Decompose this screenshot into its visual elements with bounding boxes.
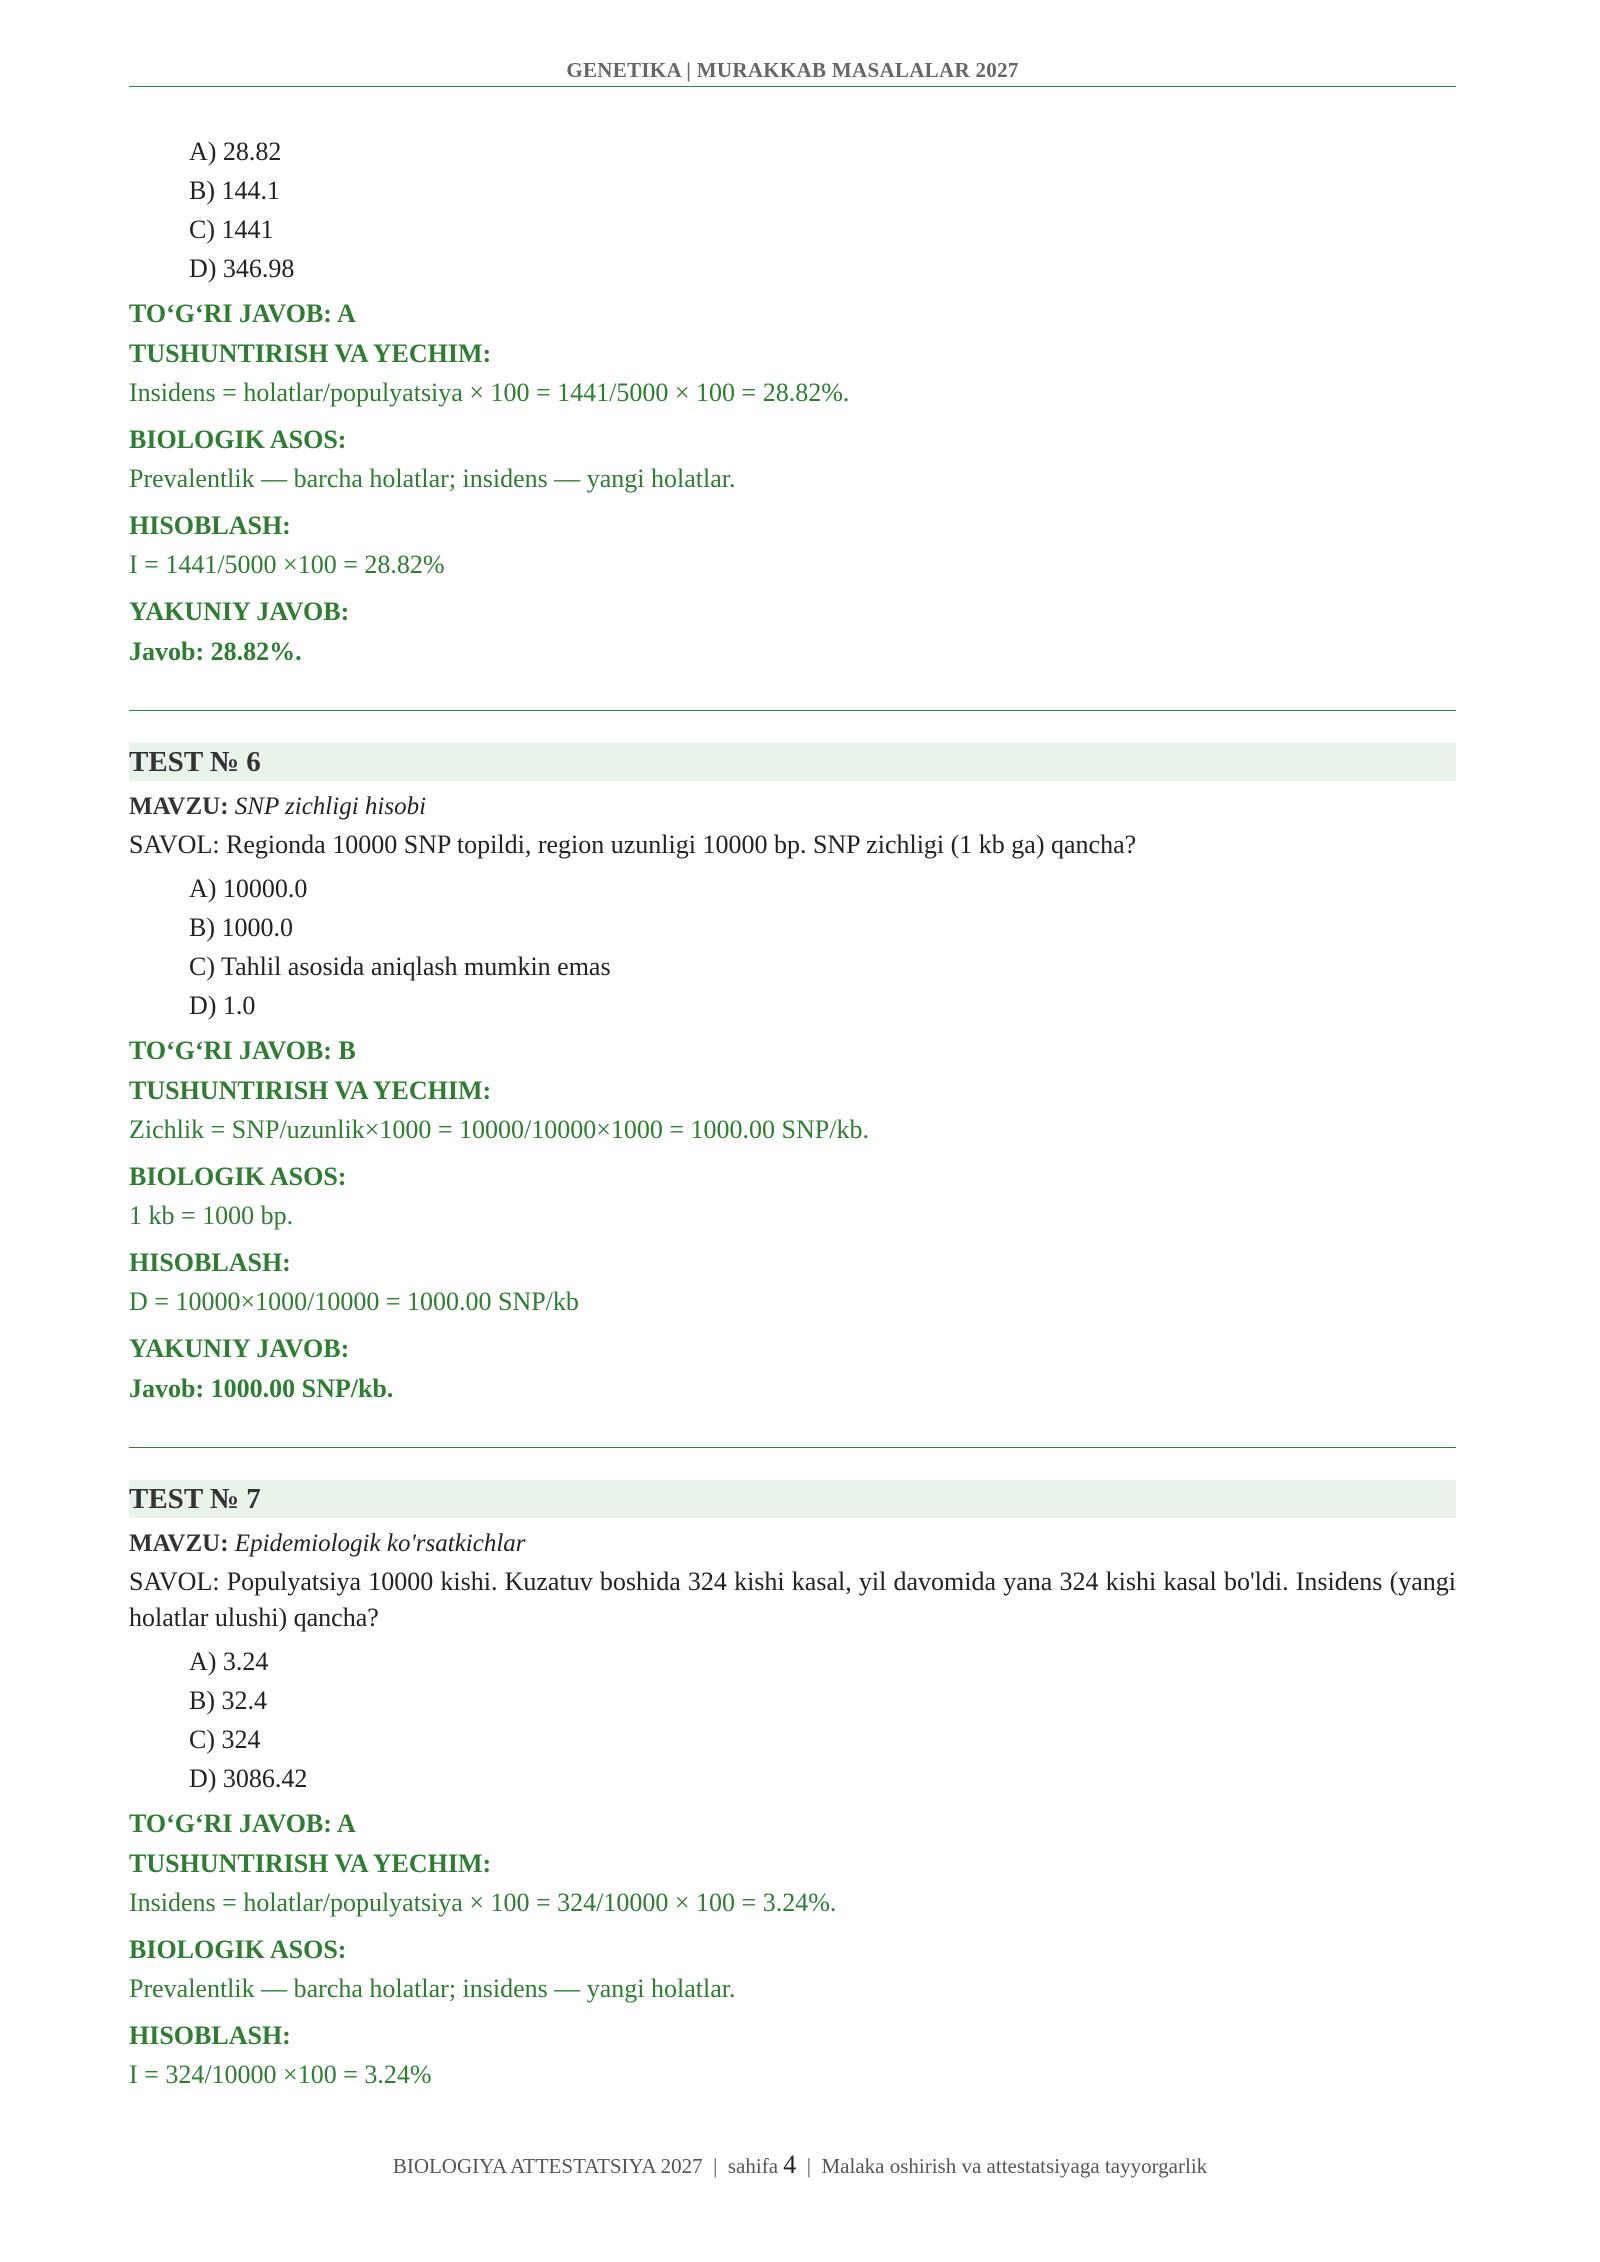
option-d: D) 3086.42	[189, 1764, 308, 1793]
page-content	[129, 132, 1456, 2102]
option-a: A) 3.24	[189, 1647, 269, 1676]
question-text: SAVOL: Regionda 10000 SNP topildi, region uzunligi 10000 bp. SNP zichligi (1 kb ga) qancha?	[129, 830, 1137, 859]
test-7	[129, 1480, 1456, 2094]
test-title: TEST № 6	[129, 743, 1456, 781]
correct-answer: TO‘G‘RI JAVOB: B	[129, 1036, 356, 1065]
correct-answer: TO‘G‘RI JAVOB: A	[129, 1809, 356, 1838]
section-divider	[129, 1447, 1456, 1448]
calculation-text: I = 1441/5000 ×100 = 28.82%	[129, 550, 445, 579]
biology-heading: BIOLOGIK ASOS:	[129, 1935, 347, 1964]
option-a: A) 10000.0	[189, 874, 308, 903]
topic-label: MAVZU:	[129, 793, 229, 820]
calculation-text: I = 324/10000 ×100 = 3.24%	[129, 2060, 432, 2089]
final-answer-text: Javob: 28.82%.	[129, 637, 302, 666]
final-answer-heading: YAKUNIY JAVOB:	[129, 597, 350, 626]
header-rule	[129, 86, 1456, 87]
question-text: SAVOL: Populyatsiya 10000 kishi. Kuzatuv boshida 324 kishi kasal, yil davomida yana 324 kishi kasal bo'ldi. Insidens (yangi holatlar ulushi) qancha?	[129, 1567, 1456, 1632]
explanation-heading: TUSHUNTIRISH VA YECHIM:	[129, 1849, 492, 1878]
option-c: C) 324	[189, 1725, 261, 1754]
final-answer-text: Javob: 1000.00 SNP/kb.	[129, 1374, 394, 1403]
option-c: C) Tahlil asosida aniqlash mumkin emas	[189, 952, 611, 981]
explanation-text: Insidens = holatlar/populyatsiya × 100 = 324/10000 × 100 = 3.24%.	[129, 1888, 837, 1917]
biology-heading: BIOLOGIK ASOS:	[129, 1162, 347, 1191]
calculation-heading: HISOBLASH:	[129, 511, 291, 540]
calculation-heading: HISOBLASH:	[129, 1248, 291, 1277]
topic-value: SNP zichligi hisobi	[234, 793, 427, 820]
topic-line	[129, 787, 1456, 827]
topic-line	[129, 1524, 1456, 1564]
option-b: B) 144.1	[189, 176, 280, 205]
test-title: TEST № 7	[129, 1480, 1456, 1518]
final-answer-heading: YAKUNIY JAVOB:	[129, 1334, 350, 1363]
option-b: B) 32.4	[189, 1686, 267, 1715]
page-header: GENETIKA | MURAKKAB MASALALAR 2027	[566, 58, 1019, 82]
footer-right-text: Malaka oshirish va attestatsiyaga tayyorgarlik	[821, 2154, 1208, 2178]
biology-text: Prevalentlik — barcha holatlar; insidens — yangi holatlar.	[129, 464, 736, 493]
topic-value: Epidemiologik ko'rsatkichlar	[234, 1530, 526, 1557]
explanation-heading: TUSHUNTIRISH VA YECHIM:	[129, 339, 492, 368]
biology-text: Prevalentlik — barcha holatlar; insidens — yangi holatlar.	[129, 1974, 736, 2003]
explanation-text: Insidens = holatlar/populyatsiya × 100 = 1441/5000 × 100 = 28.82%.	[129, 378, 850, 407]
biology-heading: BIOLOGIK ASOS:	[129, 425, 347, 454]
option-c: C) 1441	[189, 215, 274, 244]
footer-page-label: sahifa	[727, 2154, 779, 2178]
test-6	[129, 743, 1456, 1409]
section-divider	[129, 710, 1456, 711]
biology-text: 1 kb = 1000 bp.	[129, 1201, 294, 1230]
calculation-heading: HISOBLASH:	[129, 2021, 291, 2050]
option-b: B) 1000.0	[189, 913, 293, 942]
explanation-heading: TUSHUNTIRISH VA YECHIM:	[129, 1076, 492, 1105]
footer-separator: |	[806, 2154, 811, 2178]
option-d: D) 1.0	[189, 991, 256, 1020]
option-d: D) 346.98	[189, 254, 295, 283]
prev-test-continuation	[129, 132, 1456, 672]
topic-label: MAVZU:	[129, 1530, 229, 1557]
footer-left-text: BIOLOGIYA ATTESTATSIYA 2027	[392, 2154, 703, 2178]
explanation-text: Zichlik = SNP/uzunlik×1000 = 10000/10000×1000 = 1000.00 SNP/kb.	[129, 1115, 869, 1144]
footer-page-number: 4	[783, 2150, 797, 2179]
page-footer	[0, 2150, 1600, 2180]
footer-separator: |	[713, 2154, 718, 2178]
calculation-text: D = 10000×1000/10000 = 1000.00 SNP/kb	[129, 1287, 579, 1316]
option-a: A) 28.82	[189, 137, 282, 166]
correct-answer: TO‘G‘RI JAVOB: A	[129, 299, 356, 328]
